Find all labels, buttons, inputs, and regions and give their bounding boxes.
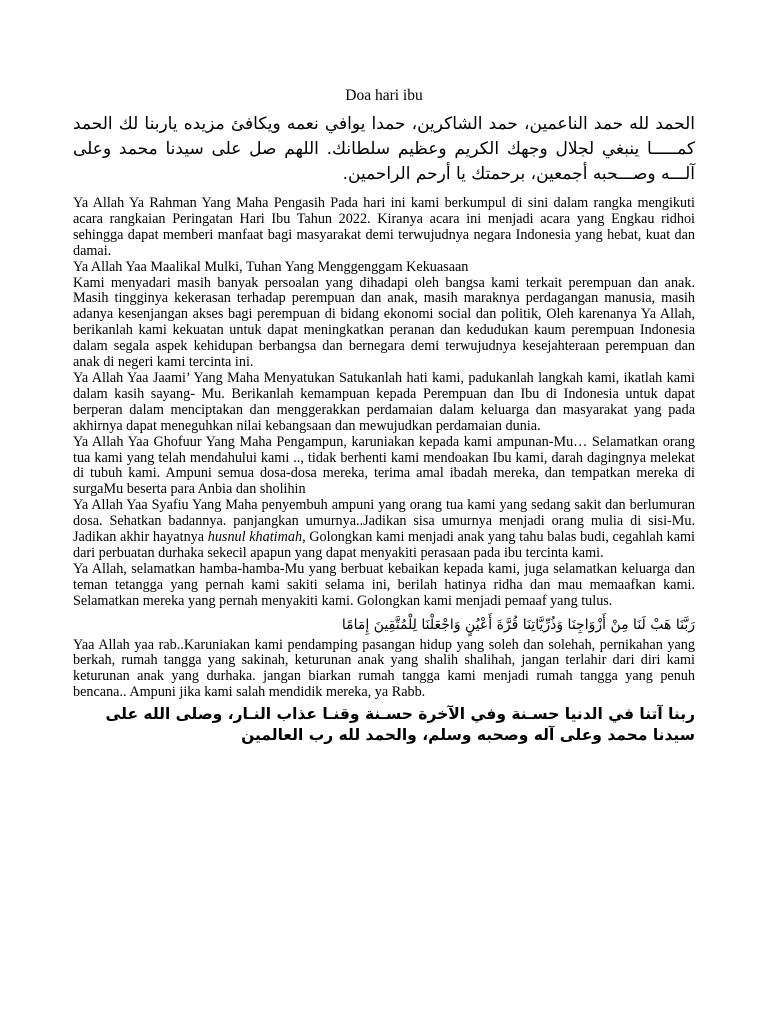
paragraph-yaa-syafiu — [73, 498, 695, 562]
paragraph-yaa-jaami: Ya Allah Yaa Jaami’ Yang Maha Menyatukan Satukanlah hati kami, padukanlah langkah kami, ikatlah kami dalam kasih sayang- Mu. Berikanlah kemampuan kepada Perempuan dan Ibu di Indonesia untuk dapat berperan dalam menciptakan dan menggerakkan perdamaian dalam keluarga dan masyarakat yang pada akhirnya dapat meneguhkan nilai kebangsaan dan mewujudkan perdamaian dunia. — [73, 369, 695, 434]
paragraph-yaa-ghofuur: Ya Allah Yaa Ghofuur Yang Maha Pengampun, karuniakan kepada kami ampunan-Mu… Selamatkan orang tua kami yang telah mendahului kami .., tidak berhenti kami mendoakan Ibu kami, darah dagingnya melekat di tubuh kami. Ampuni semua dosa-dosa mereka, terima amal ibadah mereka, dan tempatkan mereka di surgaMu beserta para Anbia dan sholihin — [73, 433, 695, 498]
syafiu-italic-term: husnul khatimah — [207, 529, 303, 546]
arabic-closing-prayer: ربنا آتنا في الدنيا حسـنة وفي الآخرة حسـنة وقنـا عذاب النـار، وصلى الله على سيدنا محمد وعلى آله وصحبه وسلم، والحمد لله رب العالمين — [105, 705, 695, 745]
quran-verse: رَبَّنَا هَبْ لَنَا مِنْ أَزْوَاجِنَا وَذُرِّيَّاتِنَا قُرَّةَ أَعْيُنٍ وَاجْعَلْنَا لِلْمُتَّقِينَ إِمَامًا — [341, 616, 695, 633]
paragraph-persoalan: Kami menyadari masih banyak persoalan yang dihadapi oleh bangsa kami terkait perempuan dan anak. Masih tingginya kekerasan terhadap perempuan dan anak, masih maraknya perdagangan manusia, masih adanya kesenjangan akses bagi perempuan di bidang ekonomi social dan politik, Oleh karenanya Ya Allah, berikanlah kami kekuatan untuk dapat meningkatkan peranan dan kedudukan kaum perempuan Indonesia dalam segala aspek kehidupan berbangsa dan bernegara demi terwujudnya kesejahteraan perempuan dan anak di negeri kami tercinta ini. — [73, 274, 695, 371]
document-title: Doa hari ibu — [345, 87, 423, 104]
heading-maalikal-mulki: Ya Allah Yaa Maalikal Mulki, Tuhan Yang Menggenggam Kekuasaan — [73, 258, 469, 275]
syafiu-text-after: , Golongkan kami menjadi anak yang tahu balas budi, cegahlah kami dari perbuatan durhaka sekecil apapun yang dapat menyakiti perasaan pada ibu tercinta kami. — [73, 529, 695, 561]
syafiu-text-before: Ya Allah Yaa Syafiu Yang Maha penyembuh ampuni yang orang tua kami yang sedang sakit dan berlumuran dosa. Sehatkan badannya. panjangkan umurnya..Jadikan sisa umurnya menjadi orang mulia di sisi-Mu. Jadikan akhir hayatnya — [73, 497, 695, 546]
arabic-opening-prayer: الحمد لله حمد الناعمين، حمد الشاكرين، حمدا يوافي نعمه ويكافئ مزيده ياربنا لك الحمد كمـــــا ينبغي لجلال وجهك الكريم وعظيم سلطانك. اللهم صل على سيدنا محمد وعلى آلـــه وصـــحبه أجمعين، برحمتك يا أرحم الراحمين. — [73, 114, 695, 184]
paragraph-yaa-rab: Yaa Allah yaa rab..Karuniakan kami pendamping pasangan hidup yang soleh dan solehah, pernikahan yang berkah, rumah tangga yang sakinah, keturunan anak yang shalih shalihah, jangan terlahir dari diri kami keturunan anak yang durhaka. jangan biarkan rumah tangga kami menjadi rumah tangga yang penuh bencana.. Ampuni jika kami salah mendidik mereka, ya Rabb. — [73, 636, 695, 701]
document-page — [73, 86, 695, 746]
paragraph-selamatkan: Ya Allah, selamatkan hamba-hamba-Mu yang berbuat kebaikan kepada kami, juga selamatkan keluarga dan teman tetangga yang pernah kami sakiti selama ini, berilah hatinya ridha dan mau memaafkan kami. Selamatkan mereka yang pernah menyakiti kami. Golongkan kami menjadi pemaaf yang tulus. — [73, 560, 695, 609]
paragraph-ya-rahman: Ya Allah Ya Rahman Yang Maha Pengasih Pada hari ini kami berkumpul di sini dalam rangka mengikuti acara rangkaian Peringatan Hari Ibu Tahun 2022. Kiranya acara ini menjadi acara yang Engkau ridhoi sehingga dapat memberi manfaat bagi masyarakat demi terwujudnya negara Indonesia yang hebat, kuat dan damai. — [73, 195, 695, 259]
